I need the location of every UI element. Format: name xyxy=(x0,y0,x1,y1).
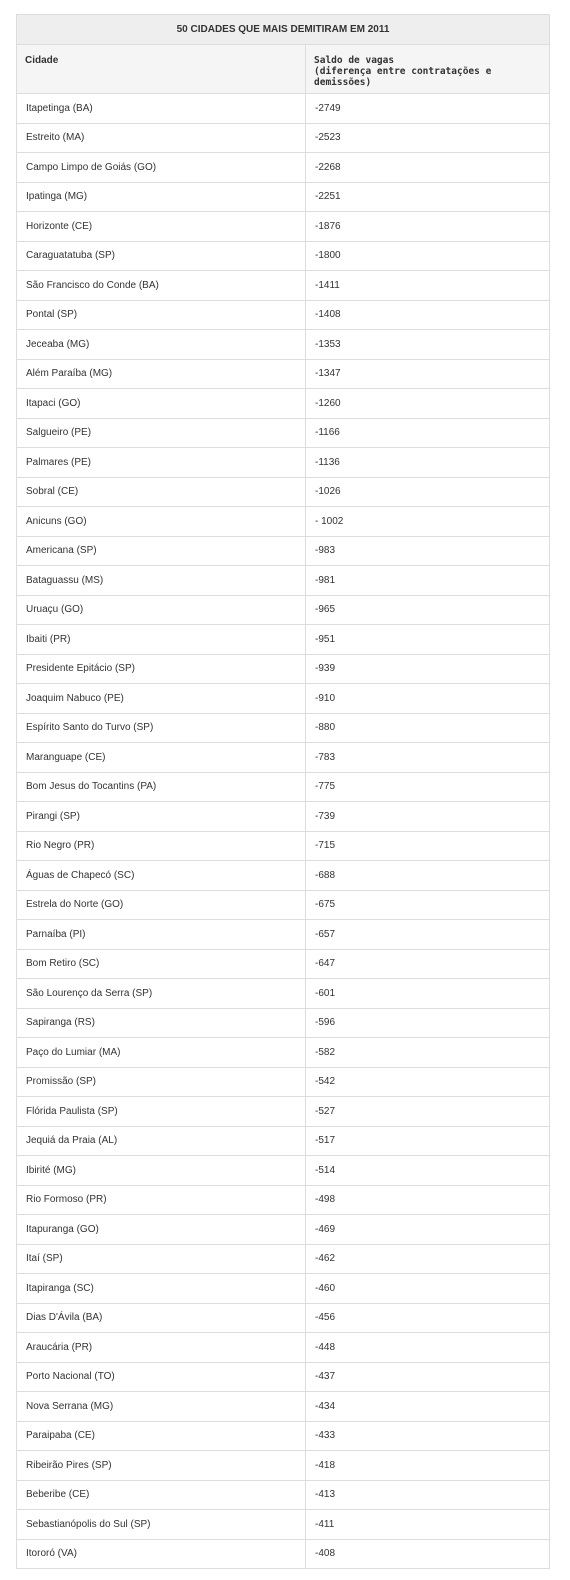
balance-cell: -437 xyxy=(306,1362,550,1392)
table-row xyxy=(17,536,550,566)
balance-cell: -460 xyxy=(306,1274,550,1304)
table-row xyxy=(17,1303,550,1333)
table-row xyxy=(17,802,550,832)
balance-cell: -433 xyxy=(306,1421,550,1451)
column-header-balance xyxy=(306,45,550,94)
table-row xyxy=(17,448,550,478)
city-cell: Sapiranga (RS) xyxy=(17,1008,306,1038)
city-cell: Sobral (CE) xyxy=(17,477,306,507)
table-row xyxy=(17,153,550,183)
balance-cell: -1876 xyxy=(306,212,550,242)
city-cell: Rio Formoso (PR) xyxy=(17,1185,306,1215)
city-cell: Caraguatatuba (SP) xyxy=(17,241,306,271)
city-cell: Itapetinga (BA) xyxy=(17,94,306,124)
balance-cell: -2251 xyxy=(306,182,550,212)
table-row xyxy=(17,890,550,920)
table-row xyxy=(17,743,550,773)
balance-cell: -951 xyxy=(306,625,550,655)
balance-cell: -596 xyxy=(306,1008,550,1038)
table-row xyxy=(17,123,550,153)
balance-cell: -462 xyxy=(306,1244,550,1274)
table-row xyxy=(17,1215,550,1245)
balance-cell: -1347 xyxy=(306,359,550,389)
table-row xyxy=(17,271,550,301)
balance-cell: -411 xyxy=(306,1510,550,1540)
balance-cell: -715 xyxy=(306,831,550,861)
column-header-balance-line2: (diferença entre contratações e demissões) xyxy=(314,66,492,88)
table-row xyxy=(17,1451,550,1481)
city-cell: Dias D'Ávila (BA) xyxy=(17,1303,306,1333)
city-cell: Bom Jesus do Tocantins (PA) xyxy=(17,772,306,802)
balance-cell: -527 xyxy=(306,1097,550,1127)
table-row xyxy=(17,330,550,360)
balance-cell: -2523 xyxy=(306,123,550,153)
balance-cell: -514 xyxy=(306,1156,550,1186)
city-cell: Estrela do Norte (GO) xyxy=(17,890,306,920)
balance-cell: -542 xyxy=(306,1067,550,1097)
balance-cell: -657 xyxy=(306,920,550,950)
table-row xyxy=(17,389,550,419)
table-row xyxy=(17,772,550,802)
city-cell: Águas de Chapecó (SC) xyxy=(17,861,306,891)
table-title: 50 CIDADES QUE MAIS DEMITIRAM EM 2011 xyxy=(17,15,550,45)
table-row xyxy=(17,1539,550,1569)
balance-cell: -408 xyxy=(306,1539,550,1569)
balance-cell: -448 xyxy=(306,1333,550,1363)
city-cell: Jeceaba (MG) xyxy=(17,330,306,360)
balance-cell: -2268 xyxy=(306,153,550,183)
table-row xyxy=(17,507,550,537)
table-row xyxy=(17,300,550,330)
balance-cell: -983 xyxy=(306,536,550,566)
table-row xyxy=(17,1510,550,1540)
balance-cell: -498 xyxy=(306,1185,550,1215)
city-cell: Maranguape (CE) xyxy=(17,743,306,773)
balance-cell: -880 xyxy=(306,713,550,743)
city-cell: Espírito Santo do Turvo (SP) xyxy=(17,713,306,743)
balance-cell: -647 xyxy=(306,949,550,979)
table-row xyxy=(17,1392,550,1422)
city-cell: Itororó (VA) xyxy=(17,1539,306,1569)
balance-cell: -1260 xyxy=(306,389,550,419)
city-cell: Sebastianópolis do Sul (SP) xyxy=(17,1510,306,1540)
table-row xyxy=(17,566,550,596)
balance-cell: -910 xyxy=(306,684,550,714)
table-row xyxy=(17,212,550,242)
balance-cell: -675 xyxy=(306,890,550,920)
table-row xyxy=(17,94,550,124)
balance-cell: -1166 xyxy=(306,418,550,448)
balance-cell: -1411 xyxy=(306,271,550,301)
table-row xyxy=(17,1333,550,1363)
table-row xyxy=(17,1008,550,1038)
city-cell: Itaí (SP) xyxy=(17,1244,306,1274)
column-header-city: Cidade xyxy=(17,45,306,94)
city-cell: Uruaçu (GO) xyxy=(17,595,306,625)
table-row xyxy=(17,1156,550,1186)
balance-cell: -418 xyxy=(306,1451,550,1481)
column-header-balance-line1: Saldo de vagas xyxy=(314,55,395,66)
table-row xyxy=(17,1274,550,1304)
balance-cell: -434 xyxy=(306,1392,550,1422)
city-cell: Itapiranga (SC) xyxy=(17,1274,306,1304)
cities-table xyxy=(16,14,550,1569)
city-cell: Parnaíba (PI) xyxy=(17,920,306,950)
balance-cell: -2749 xyxy=(306,94,550,124)
city-cell: Palmares (PE) xyxy=(17,448,306,478)
city-cell: Salgueiro (PE) xyxy=(17,418,306,448)
table-row xyxy=(17,1244,550,1274)
table-row xyxy=(17,1067,550,1097)
city-cell: Araucária (PR) xyxy=(17,1333,306,1363)
balance-cell: -413 xyxy=(306,1480,550,1510)
city-cell: Nova Serrana (MG) xyxy=(17,1392,306,1422)
city-cell: Jequiá da Praia (AL) xyxy=(17,1126,306,1156)
table-row xyxy=(17,1185,550,1215)
table-row xyxy=(17,979,550,1009)
table-row xyxy=(17,1097,550,1127)
balance-cell: -1353 xyxy=(306,330,550,360)
city-cell: Itapaci (GO) xyxy=(17,389,306,419)
city-cell: Ibaiti (PR) xyxy=(17,625,306,655)
city-cell: Presidente Epitácio (SP) xyxy=(17,654,306,684)
balance-cell: -775 xyxy=(306,772,550,802)
table-row xyxy=(17,241,550,271)
city-cell: Joaquim Nabuco (PE) xyxy=(17,684,306,714)
city-cell: Anicuns (GO) xyxy=(17,507,306,537)
balance-cell: -739 xyxy=(306,802,550,832)
city-cell: Flórida Paulista (SP) xyxy=(17,1097,306,1127)
city-cell: Rio Negro (PR) xyxy=(17,831,306,861)
balance-cell: -688 xyxy=(306,861,550,891)
balance-cell: -1408 xyxy=(306,300,550,330)
city-cell: Estreito (MA) xyxy=(17,123,306,153)
table-row xyxy=(17,949,550,979)
balance-cell: -1136 xyxy=(306,448,550,478)
city-cell: Campo Limpo de Goiás (GO) xyxy=(17,153,306,183)
city-cell: Ipatinga (MG) xyxy=(17,182,306,212)
table-row xyxy=(17,595,550,625)
city-cell: São Lourenço da Serra (SP) xyxy=(17,979,306,1009)
table-body xyxy=(17,94,550,1569)
balance-cell: -456 xyxy=(306,1303,550,1333)
balance-cell: -582 xyxy=(306,1038,550,1068)
city-cell: Itapuranga (GO) xyxy=(17,1215,306,1245)
balance-cell: - 1002 xyxy=(306,507,550,537)
balance-cell: -965 xyxy=(306,595,550,625)
balance-cell: -1026 xyxy=(306,477,550,507)
table-row xyxy=(17,861,550,891)
table-row xyxy=(17,684,550,714)
balance-cell: -1800 xyxy=(306,241,550,271)
city-cell: Além Paraíba (MG) xyxy=(17,359,306,389)
table-row xyxy=(17,1480,550,1510)
table-row xyxy=(17,713,550,743)
table-row xyxy=(17,654,550,684)
balance-cell: -469 xyxy=(306,1215,550,1245)
city-cell: São Francisco do Conde (BA) xyxy=(17,271,306,301)
city-cell: Ribeirão Pires (SP) xyxy=(17,1451,306,1481)
table-row xyxy=(17,1126,550,1156)
balance-cell: -783 xyxy=(306,743,550,773)
balance-cell: -939 xyxy=(306,654,550,684)
table-row xyxy=(17,1421,550,1451)
city-cell: Horizonte (CE) xyxy=(17,212,306,242)
city-cell: Ibirité (MG) xyxy=(17,1156,306,1186)
table-row xyxy=(17,359,550,389)
city-cell: Bataguassu (MS) xyxy=(17,566,306,596)
table-row xyxy=(17,1038,550,1068)
balance-cell: -517 xyxy=(306,1126,550,1156)
city-cell: Americana (SP) xyxy=(17,536,306,566)
city-cell: Porto Nacional (TO) xyxy=(17,1362,306,1392)
city-cell: Pontal (SP) xyxy=(17,300,306,330)
city-cell: Paço do Lumiar (MA) xyxy=(17,1038,306,1068)
table-row xyxy=(17,920,550,950)
table-row xyxy=(17,182,550,212)
table-row xyxy=(17,418,550,448)
table-row xyxy=(17,477,550,507)
city-cell: Beberibe (CE) xyxy=(17,1480,306,1510)
data-table-container xyxy=(16,14,549,1569)
city-cell: Bom Retiro (SC) xyxy=(17,949,306,979)
city-cell: Pirangi (SP) xyxy=(17,802,306,832)
table-row xyxy=(17,625,550,655)
city-cell: Paraipaba (CE) xyxy=(17,1421,306,1451)
table-title-row xyxy=(17,15,550,45)
table-row xyxy=(17,1362,550,1392)
balance-cell: -981 xyxy=(306,566,550,596)
balance-cell: -601 xyxy=(306,979,550,1009)
table-row xyxy=(17,831,550,861)
table-header-row xyxy=(17,45,550,94)
city-cell: Promissão (SP) xyxy=(17,1067,306,1097)
